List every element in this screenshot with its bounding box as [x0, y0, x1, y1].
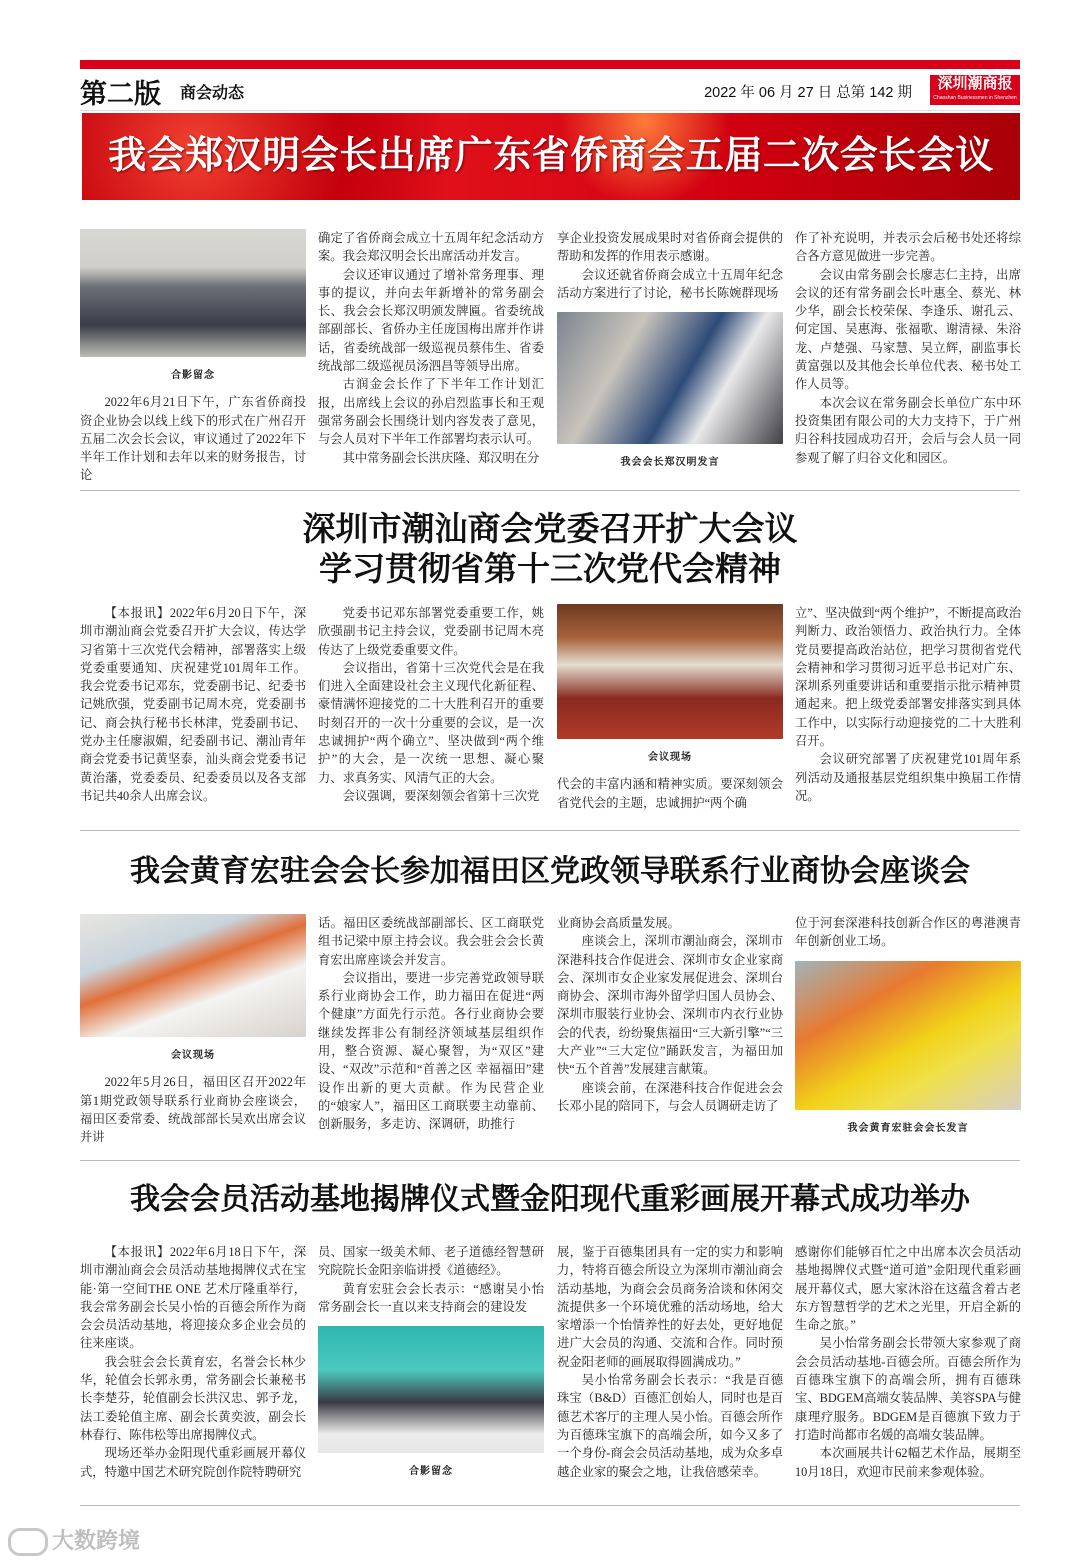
photo-caption: 会议现场 — [648, 752, 692, 763]
article-2-column-3 — [557, 604, 783, 812]
paragraph: 本次会议在常务副会长单位广东中环投资集团有限公司的大力支持下，于广州归谷科技园成功召开，会后与会人员一同参观了解了归谷文化和园区。 — [795, 395, 1021, 465]
title-line: 学习贯彻省第十三次党代会精神 — [319, 552, 781, 588]
photo-caption: 合影留念 — [171, 370, 215, 381]
watermark — [8, 1524, 140, 1556]
paragraph: 业商协会高质量发展。 — [557, 916, 680, 930]
article-4-column-4 — [795, 1243, 1021, 1481]
photo-caption: 会议现场 — [171, 1050, 215, 1061]
headline-banner — [82, 113, 1020, 200]
paragraph: 会议指出，要进一步完善党政领导联系行业商协会工作，助力福田在促进“两个健康”方面先行示范。各行业商协会要继续发挥非公有制经济领域基层组织作用，整合资源、凝心聚智，为“双区”建设、“双改”示范和“首善之区 幸福福田”建设作出新的更大贡献。作为民营企业的“娘家人”，福田区工商联要主动靠前、创新服务，多走访、深调研，助推行 — [318, 970, 544, 1132]
title-line: 深圳市潮汕商会党委召开扩大会议 — [302, 512, 798, 548]
paragraph: 我会驻会会长黄育宏，名誉会长林少华，轮值会长郭永勇，常务副会长兼秘书长李楚芬，轮值副会长洪汉忠、郭予龙，法工委轮值主席、副会长黄奕波，副会长林春行、陈伟松等出席揭牌仪式。 — [80, 1354, 306, 1442]
paragraph: 会议指出，省第十三次党代会是在我们进入全面建设社会主义现代化新征程、豪情满怀迎接党的二十大胜利召开的重要时刻召开的一次十分重要的会议，是一次忠诚拥护“两个确立”、坚决做到“两个维护”的大会，是一次统一思想、凝心聚力、求真务实、风清气正的大会。 — [318, 660, 544, 785]
news-photo — [557, 604, 783, 739]
paragraph: 黄育宏驻会会长表示：“感谢吴小怡常务副会长一直以来支持商会的建设发 — [318, 1281, 544, 1314]
paragraph: 确定了省侨商会成立十五周年纪念活动方案。我会郑汉明会长出席活动并发言。 — [318, 231, 544, 264]
article-4-column-2 — [318, 1243, 544, 1489]
article-1-column-3 — [557, 229, 783, 480]
paragraph: 党委书记邓东部署党委重要工作，姚欣强副书记主持会议，党委副书记周木亮传达了上级党委重要文件。 — [318, 606, 544, 657]
paragraph: 【本报讯】2022年6月20日下午，深圳市潮汕商会党委召开扩大会议，传达学习省第十三次党代会精神，部署落实上级党委重要通知、庆祝建党101周年工作。我会党委书记邓东，党委副书记、纪委书记姚欣强，党委副书记周木亮，党委副书记、商会执行秘书长林津，党委副书记、党办主任廖淑媚，纪委副书记、潮汕青年商会党委书记黄坚泰，汕头商会党委书记黄治藩，党委委员、纪委委员以及各支部书记共40余人出席会议。 — [80, 606, 306, 803]
article-3-column-1 — [80, 914, 306, 1146]
news-photo — [318, 1326, 544, 1453]
paragraph: 现场还举办金阳现代重彩画展开幕仪式，特邀中国艺术研究院创作院特聘研究 — [80, 1446, 306, 1479]
article-3-title: 我会黄育宏驻会会长参加福田区党政领导联系行业商协会座谈会 — [130, 855, 970, 888]
paragraph: 会议由常务副会长廖志仁主持，出席会议的还有常务副会长叶惠全、蔡光、林少华，副会长校荣保、李逢乐、谢孔云、何定国、吴惠海、张福歌、谢清禄、朱浴龙、卢楚强、马家慧、吴立辉，副监事长黄富强以及其他会长单位代表、秘书处工作人员等。 — [795, 267, 1021, 392]
paragraph: 本次画展共计62幅艺术作品，展期至10月18日，欢迎市民前来参观体验。 — [795, 1446, 1021, 1479]
article-divider — [80, 830, 1020, 831]
photo-caption: 我会会长郑汉明发言 — [620, 457, 720, 469]
top-red-rule — [80, 60, 1020, 69]
article-3-column-4 — [795, 914, 1021, 1146]
article-4-column-1 — [80, 1243, 306, 1481]
article-2-title — [80, 510, 1020, 590]
paragraph: 座谈会上，深圳市潮汕商会，深圳市深港科技合作促进会、深圳市女企业家商会、深圳市女企业家发展促进会、深圳台商协会、深圳市海外留学归国人员协会、深圳市服装行业协会、深圳市内衣行业协会的代表，纷纷聚焦福田“三大新引擎”“三大产业”“三大定位”踊跃发言，为福田加快“五个首善”发展建言献策。 — [557, 934, 783, 1077]
article-3-column-2 — [318, 914, 544, 1134]
paragraph: 吴小怡常务副会长带领大家参观了商会会员活动基地-百德会所。百德会所作为百德珠宝旗下的高端会所，拥有百德珠宝、BDGEM高端女装品牌、美容SPA与健康理疗服务。BDGEM是百德旗下致力于打造时尚都市名媛的高端女装品牌。 — [795, 1336, 1021, 1442]
paragraph: 其中常务副会长洪庆隆、郑汉明在分 — [342, 450, 540, 465]
article-4-column-3 — [557, 1243, 783, 1481]
paragraph: 会议还审议通过了增补常务理事、理事的提议，并向去年新增补的常务副会长、我会会长郑汉明颁发牌匾。省委统战部副部长、省侨办主任庞国梅出席并作讲话，省委统战部一级巡视员蔡伟生、省委统战部二级巡视员汤泗昌等领导出席。 — [318, 267, 544, 374]
paragraph: 座谈会前，在深港科技合作促进会会长邓小昆的陪同下，与会人员调研走访了 — [557, 1080, 783, 1113]
watermark-logo-icon — [8, 1528, 48, 1556]
paragraph: 会议强调，要深刻领会省第十三次党 — [342, 788, 540, 803]
date-issue: 2022 年 06 月 27 日 总第 142 期 — [704, 85, 912, 101]
paragraph: 感谢你们能够百忙之中出席本次会员活动基地揭牌仪式暨“道可道”金阳现代重彩画展开幕仪式，愿大家沐浴在这蕴含着古老东方智慧哲学的艺术之光里，开启全新的生命之旅。” — [795, 1245, 1021, 1333]
paragraph: 2022年5月26日，福田区召开2022年第1期党政领导联系行业商协会座谈会，福田区委常委、统战部部长吴欢出席会议并讲 — [80, 1075, 306, 1145]
article-2-column-4 — [795, 604, 1021, 805]
edition-label: 第二版 — [80, 79, 161, 109]
paragraph: 【本报讯】2022年6月18日下午，深圳市潮汕商会会员活动基地揭牌仪式在宝能·第一空间THE ONE 艺术厅隆重举行，我会常务副会长吴小怡的百德会所作为商会会员活动基地，将迎接众多企业会员的往来座谈。 — [80, 1245, 306, 1351]
news-photo — [795, 961, 1021, 1110]
paragraph: 话。福田区委统战部副部长、区工商联党组书记梁中原主持会议。我会驻会会长黄育宏出席座谈会并发言。 — [318, 916, 544, 967]
article-3-column-3 — [557, 914, 783, 1115]
paragraph: 会议还就省侨商会成立十五周年纪念活动方案进行了讨论，秘书长陈婉群现场 — [557, 267, 783, 300]
paragraph: 代会的丰富内涵和精神实质。要深刻领会省党代会的主题，忠诚拥护“两个确 — [557, 777, 783, 810]
article-4-title: 我会会员活动基地揭牌仪式暨金阳现代重彩画展开幕式成功举办 — [130, 1183, 970, 1216]
paragraph: 吴小怡常务副会长表示：“我是百德珠宝（B&D）百德汇创始人，同时也是百德艺术客厅的主理人吴小怡。百德会所作为百德珠宝旗下的高端会所，如今又多了一个身份-商会会员活动基地，成为众多卓越企业家的聚会之地，让我倍感荣幸。 — [557, 1373, 783, 1479]
article-2-column-2 — [318, 604, 544, 805]
article-1-column-2 — [318, 229, 544, 467]
article-1-column-1 — [80, 229, 306, 485]
paragraph: 作了补充说明，并表示会后秘书处还将综合各方意见做进一步完善。 — [795, 231, 1021, 264]
photo-caption: 合影留念 — [409, 1466, 453, 1478]
watermark-text: 大数跨境 — [52, 1528, 141, 1553]
divider — [80, 110, 1020, 111]
photo-caption: 我会黄育宏驻会会长发言 — [847, 1122, 969, 1134]
paragraph: 2022年6月21日下午，广东省侨商投资企业协会以线上线下的形式在广州召开五届二次会长会议，审议通过了2022年下半年工作计划和去年以来的财务报告，讨论 — [80, 395, 306, 483]
article-divider — [80, 490, 1020, 491]
paragraph: 享企业投资发展成果时对省侨商会提供的帮助和发挥的作用表示感谢。 — [557, 231, 783, 264]
paragraph: 会议研究部署了庆祝建党101周年系列活动及通报基层党组织集中换届工作情况。 — [795, 752, 1021, 803]
newspaper-logo — [930, 75, 1020, 105]
article-divider — [80, 1160, 1020, 1161]
news-photo — [80, 229, 306, 357]
article-divider — [80, 1505, 1020, 1506]
news-photo — [557, 312, 783, 444]
paragraph: 位于河套深港科技创新合作区的粤港澳青年创新创业工场。 — [795, 916, 1021, 949]
paragraph: 古润金会长作了下半年工作计划汇报，出席线上会议的孙启烈监事长和王观强常务副会长围绕计划内容发表了意见，与会人员对下半年工作部署均表示认可。 — [318, 377, 544, 447]
article-1-title: 我会郑汉明会长出席广东省侨商会五届二次会长会议 — [108, 135, 994, 177]
paragraph: 展，鉴于百德集团具有一定的实力和影响力，特将百德会所设立为深圳市潮汕商会活动基地，为商会会员商务洽谈和休闲交流提供多一个环境优雅的活动场地，给大家增添一个怡情养性的好去处，更好地促进广大会员的沟通、交流和合作。同时预祝金阳老师的画展取得圆满成功。” — [557, 1245, 783, 1369]
paragraph: 立”、坚决做到“两个维护”，不断提高政治判断力、政治领悟力、政治执行力。全体党员要提高政治站位，把学习贯彻省党代会精神和学习贯彻习近平总书记对广东、深圳系列重要讲话和重要指示批示精神贯通起来。把上级党委部署安排落实到具体工作中，以实际行动迎接党的二十大胜利召开。 — [795, 606, 1021, 749]
news-photo — [80, 914, 306, 1037]
article-2-column-1 — [80, 604, 306, 805]
article-1-column-4 — [795, 229, 1021, 467]
paragraph: 员、国家一级美术师、老子道德经智慧研究院院长金阳亲临讲授《道德经》。 — [318, 1245, 544, 1278]
logo-name: 深圳潮商报 — [937, 76, 1013, 92]
section-label: 商会动态 — [180, 85, 245, 102]
logo-subtitle: Chaoshan Businessmen in Shenzhen — [933, 95, 1017, 101]
